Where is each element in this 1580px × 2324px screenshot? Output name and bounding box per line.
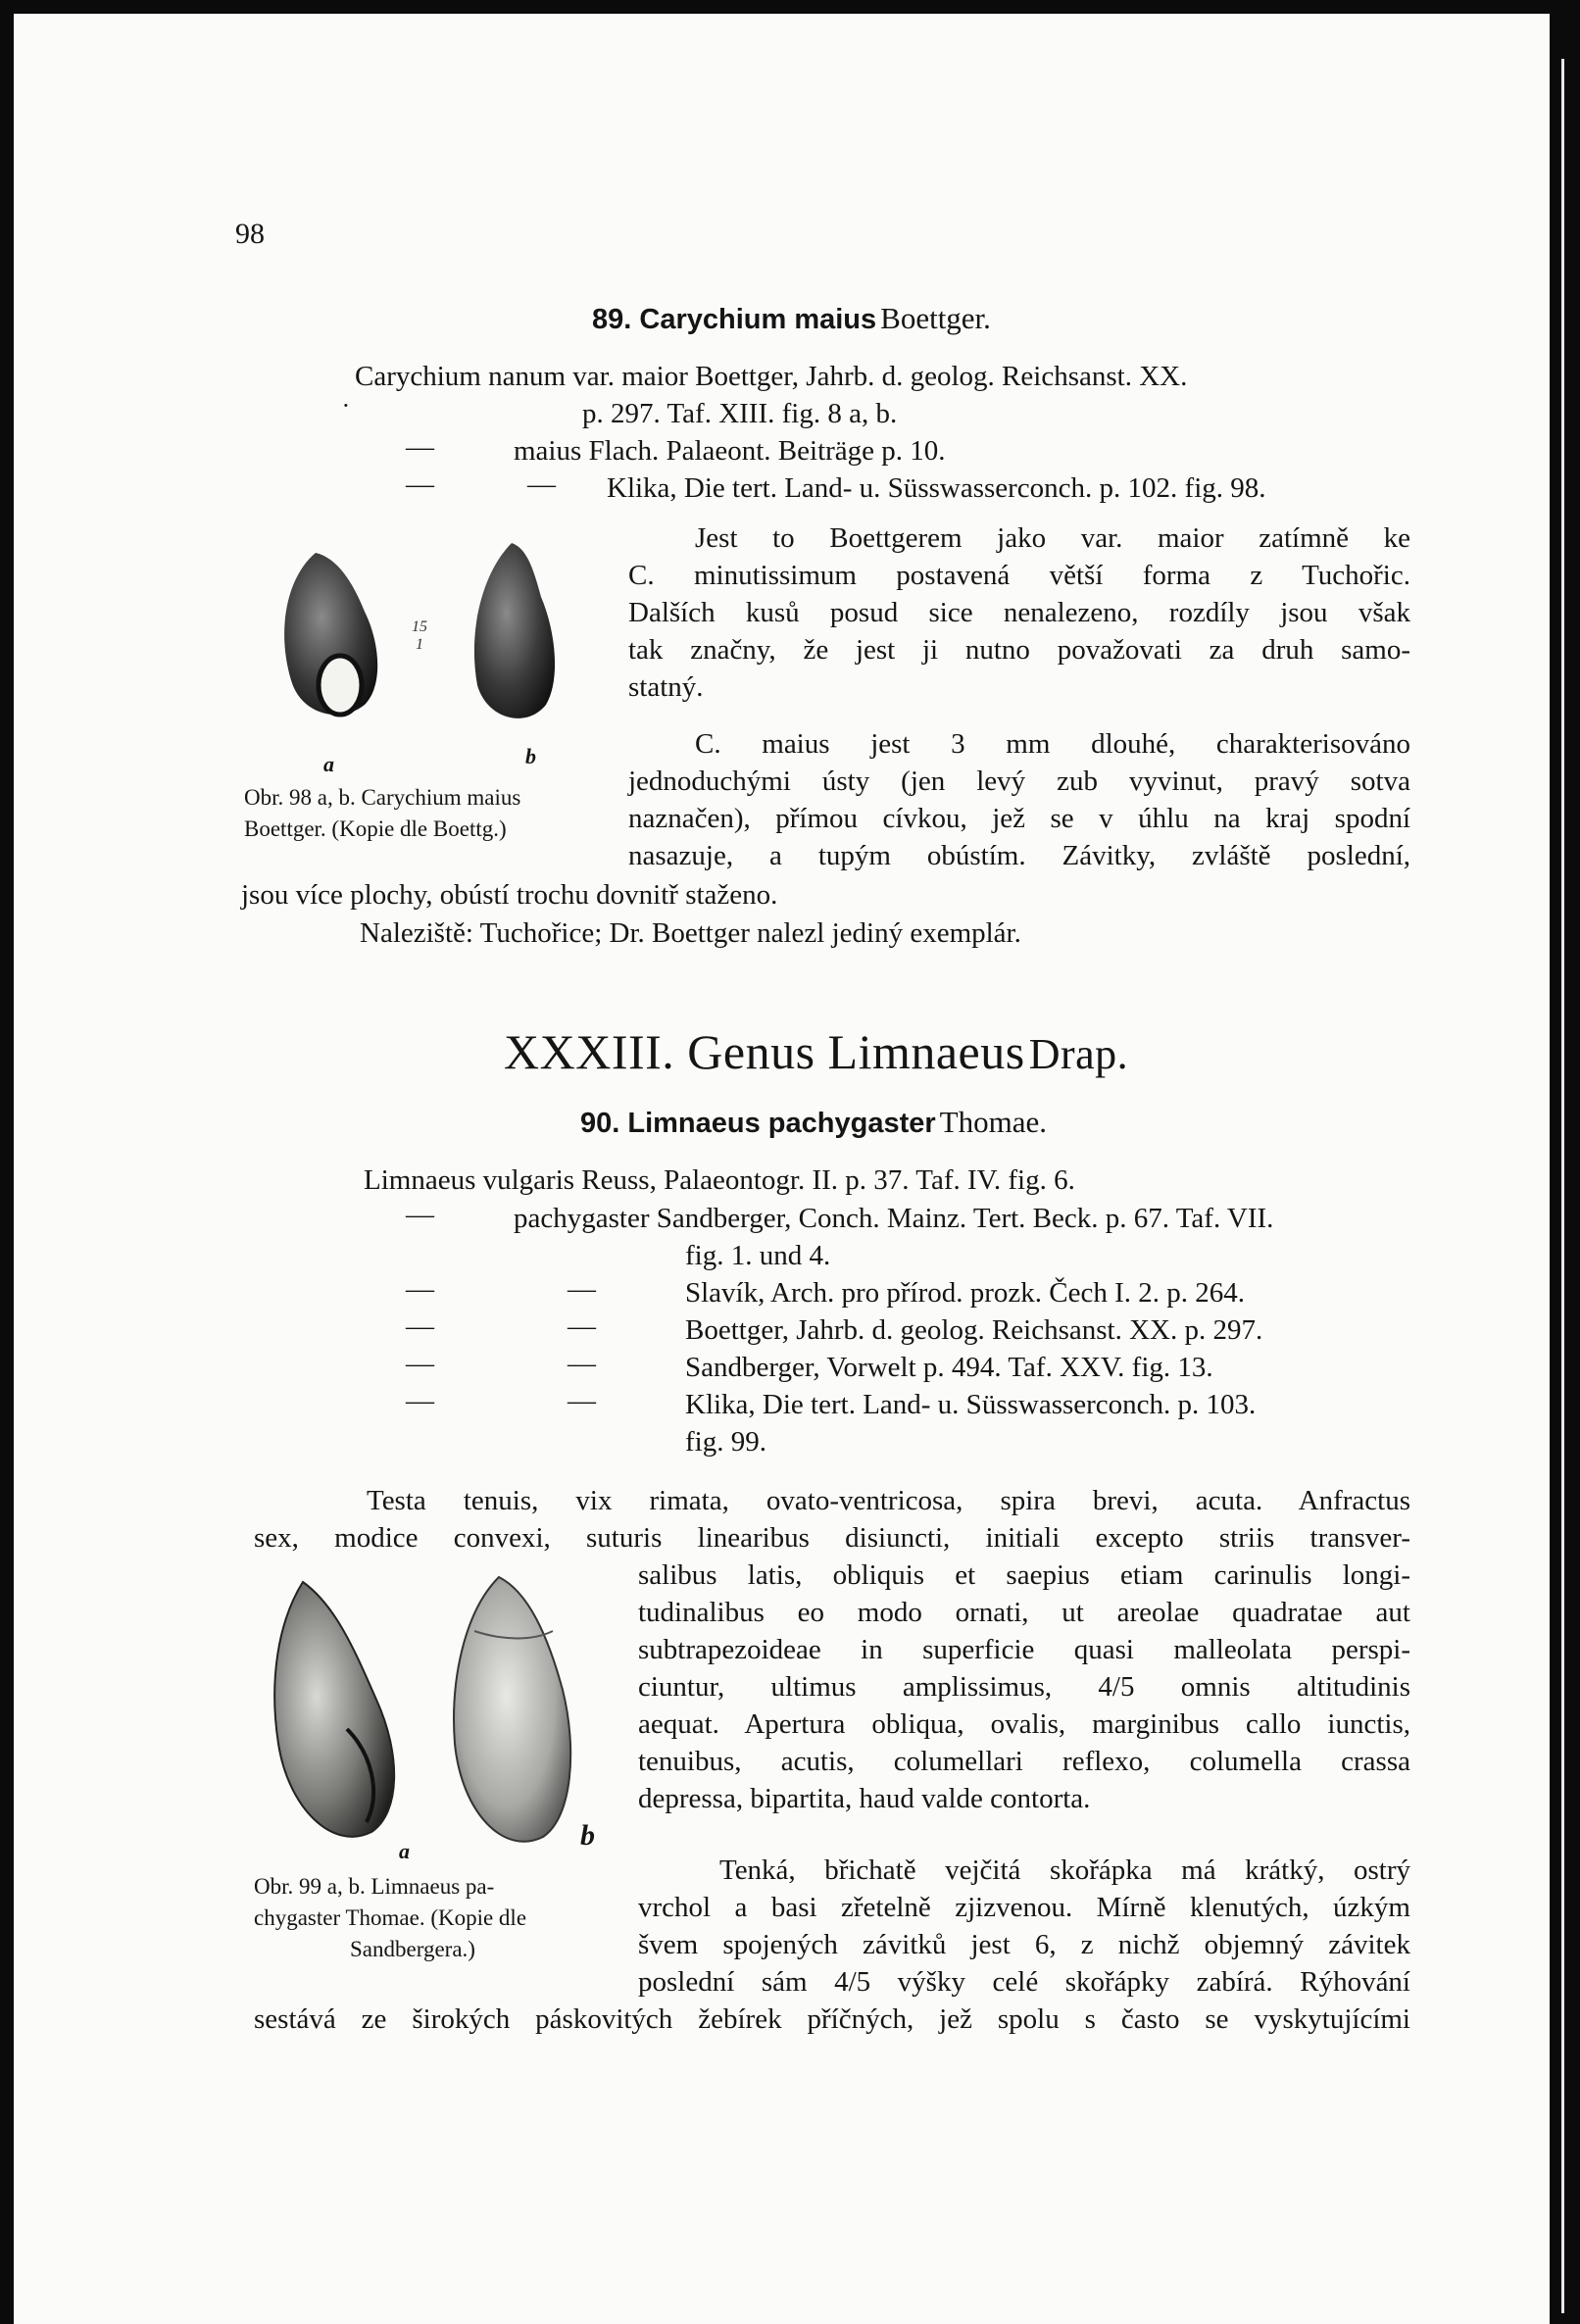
page [14,14,1550,2324]
species-89-desc-3: Dalších kusů posud sice nenalezeno, rozdíly jsou však [628,597,1410,628]
species-89-desc-4: tak značny, že jest ji nutno považovati za druh samo- [628,634,1410,666]
dash-mark: — [568,1348,596,1379]
species-90-synonym-5: Boettger, Jahrb. d. geolog. Reichsanst. XX. p. 297. [685,1314,1263,1346]
species-90-synonym-4: Slavík, Arch. pro přírod. prozk. Čech I. 2. p. 264. [685,1277,1246,1309]
figure-99-shells [254,1572,617,1866]
species-89-locality: Naleziště: Tuchořice; Dr. Boettger nalezl jediný exemplár. [360,917,1021,949]
species-89-desc-10: jsou více plochy, obústí trochu dovnitř staženo. [241,879,778,911]
species-90-latin-5: subtrapezoideae in superficie quasi malleolata perspi- [638,1634,1410,1665]
figure-98-caption-2: Boettger. (Kopie dle Boettg.) [244,816,507,841]
scan-edge [1550,0,1580,2324]
species-90-latin-7: aequat. Apertura obliqua, ovalis, marginibus callo iunctis, [638,1708,1410,1740]
species-90-latin-8: tenuibus, acutis, columellari reflexo, columella crassa [638,1746,1410,1777]
shell-98a-aperture [319,656,362,715]
species-90-czech-1: Tenká, břichatě vejčitá skořápka má krátký, ostrý [719,1854,1410,1886]
figure-98-shells [247,523,600,759]
dash-mark: — [406,1348,434,1379]
dash-mark: — [406,1199,434,1230]
figure-99-caption-2: chygaster Thomae. (Kopie dle [254,1905,527,1930]
species-90-synonym-1: Limnaeus vulgaris Reuss, Palaeontogr. II. p. 37. Taf. IV. fig. 6. [364,1164,1075,1196]
ditto-mark: ˙ [341,398,351,429]
page-number: 98 [235,218,265,250]
genus-title: XXXIII. Genus Limnaeus [504,1024,1025,1079]
figure-99-caption-1: Obr. 99 a, b. Limnaeus pa- [254,1874,495,1899]
species-89-desc-5: statný. [628,671,704,703]
figure-99-caption-3: Sandbergera.) [350,1937,475,1961]
shell-99a [274,1582,394,1837]
species-89-desc-6: C. maius jest 3 mm dlouhé, charakterisováno [695,728,1410,760]
species-90-latin-1: Testa tenuis, vix rimata, ovato-ventricosa, spira brevi, acuta. Anfractus [367,1485,1410,1516]
species-89-synonym-3: maius Flach. Palaeont. Beiträge p. 10. [514,435,946,467]
species-90-czech-3: švem spojených závitků jest 6, z nichž objemný závitek [638,1929,1410,1960]
dash-mark: — [406,431,434,463]
species-90-latin-2: sex, modice convexi, suturis linearibus disiuncti, initiali excepto striis transver- [254,1522,1410,1554]
dash-mark: — [406,469,434,500]
species-89-desc-7: jednoduchými ústy (jen levý zub vyvinut, pravý sotva [628,766,1410,797]
species-89-desc-9: nasazuje, a tupým obústím. Závitky, zvláště poslední, [628,840,1410,871]
dash-mark: — [568,1385,596,1416]
species-90-author: Thomae. [939,1105,1047,1139]
species-89-synonym-2: p. 297. Taf. XIII. fig. 8 a, b. [582,398,898,429]
species-90-synonym-8: fig. 99. [685,1426,766,1458]
dash-mark: — [406,1385,434,1416]
shell-98b [474,543,555,718]
scale-mark: 15 [412,618,427,635]
species-90-heading [580,1105,1047,1140]
figure-98-label-b: b [525,744,536,768]
species-89-synonym-1: Carychium nanum var. maior Boettger, Jahrb. d. geolog. Reichsanst. XX. [355,361,1188,392]
species-90-synonym-2: pachygaster Sandberger, Conch. Mainz. Tert. Beck. p. 67. Taf. VII. [514,1203,1274,1234]
species-89-desc-2: C. minutissimum postavená větší forma z Tuchořic. [628,560,1410,591]
species-90-synonym-6: Sandberger, Vorwelt p. 494. Taf. XXV. fig. 13. [685,1352,1213,1383]
species-90-synonym-3: fig. 1. und 4. [685,1240,831,1271]
species-90-czech-5: sestává ze širokých páskovitých žebírek příčných, jež spolu s často se vyskytujícími [254,2003,1410,2035]
figure-99-label-a: a [399,1839,410,1863]
genus-heading [504,1023,1128,1080]
dash-mark: — [406,1273,434,1305]
species-89-desc-1: Jest to Boettgerem jako var. maior zatímně ke [695,522,1410,554]
shell-99b [454,1577,570,1842]
dash-mark: — [527,469,556,500]
species-90-name: 90. Limnaeus pachygaster [580,1108,936,1139]
figure-98-label-a: a [323,752,334,776]
scale-mark: 1 [416,636,423,653]
species-89-desc-8: naznačen), přímou cívkou, jež se v úhlu na kraj spodní [628,803,1410,834]
species-90-czech-2: vrchol a basi zřetelně zjizvenou. Mírně klenutých, úzkým [638,1892,1410,1923]
dash-mark: — [568,1273,596,1305]
species-90-latin-9: depressa, bipartita, haud valde contorta. [638,1783,1091,1814]
dash-mark: — [568,1310,596,1342]
figure-98-caption-1: Obr. 98 a, b. Carychium maius [244,785,521,810]
figure-99-label-b: b [580,1819,595,1852]
species-89-synonym-4: Klika, Die tert. Land- u. Süsswasserconch. p. 102. fig. 98. [607,472,1266,504]
dash-mark: — [406,1310,434,1342]
species-89-author: Boettger. [880,301,991,335]
species-90-latin-6: ciuntur, ultimus amplissimus, 4/5 omnis altitudinis [638,1671,1410,1703]
species-89-heading [592,301,991,336]
species-90-latin-4: tudinalibus eo modo ornati, ut areolae quadratae aut [638,1597,1410,1628]
species-89-name: 89. Carychium maius [592,304,877,335]
species-90-czech-4: poslední sám 4/5 výšky celé skořápky zabírá. Rýhování [638,1966,1410,1998]
genus-author: Drap. [1028,1030,1129,1078]
species-90-synonym-7: Klika, Die tert. Land- u. Süsswasserconch. p. 103. [685,1389,1257,1420]
species-90-latin-3: salibus latis, obliquis et saepius etiam carinulis longi- [638,1559,1410,1591]
